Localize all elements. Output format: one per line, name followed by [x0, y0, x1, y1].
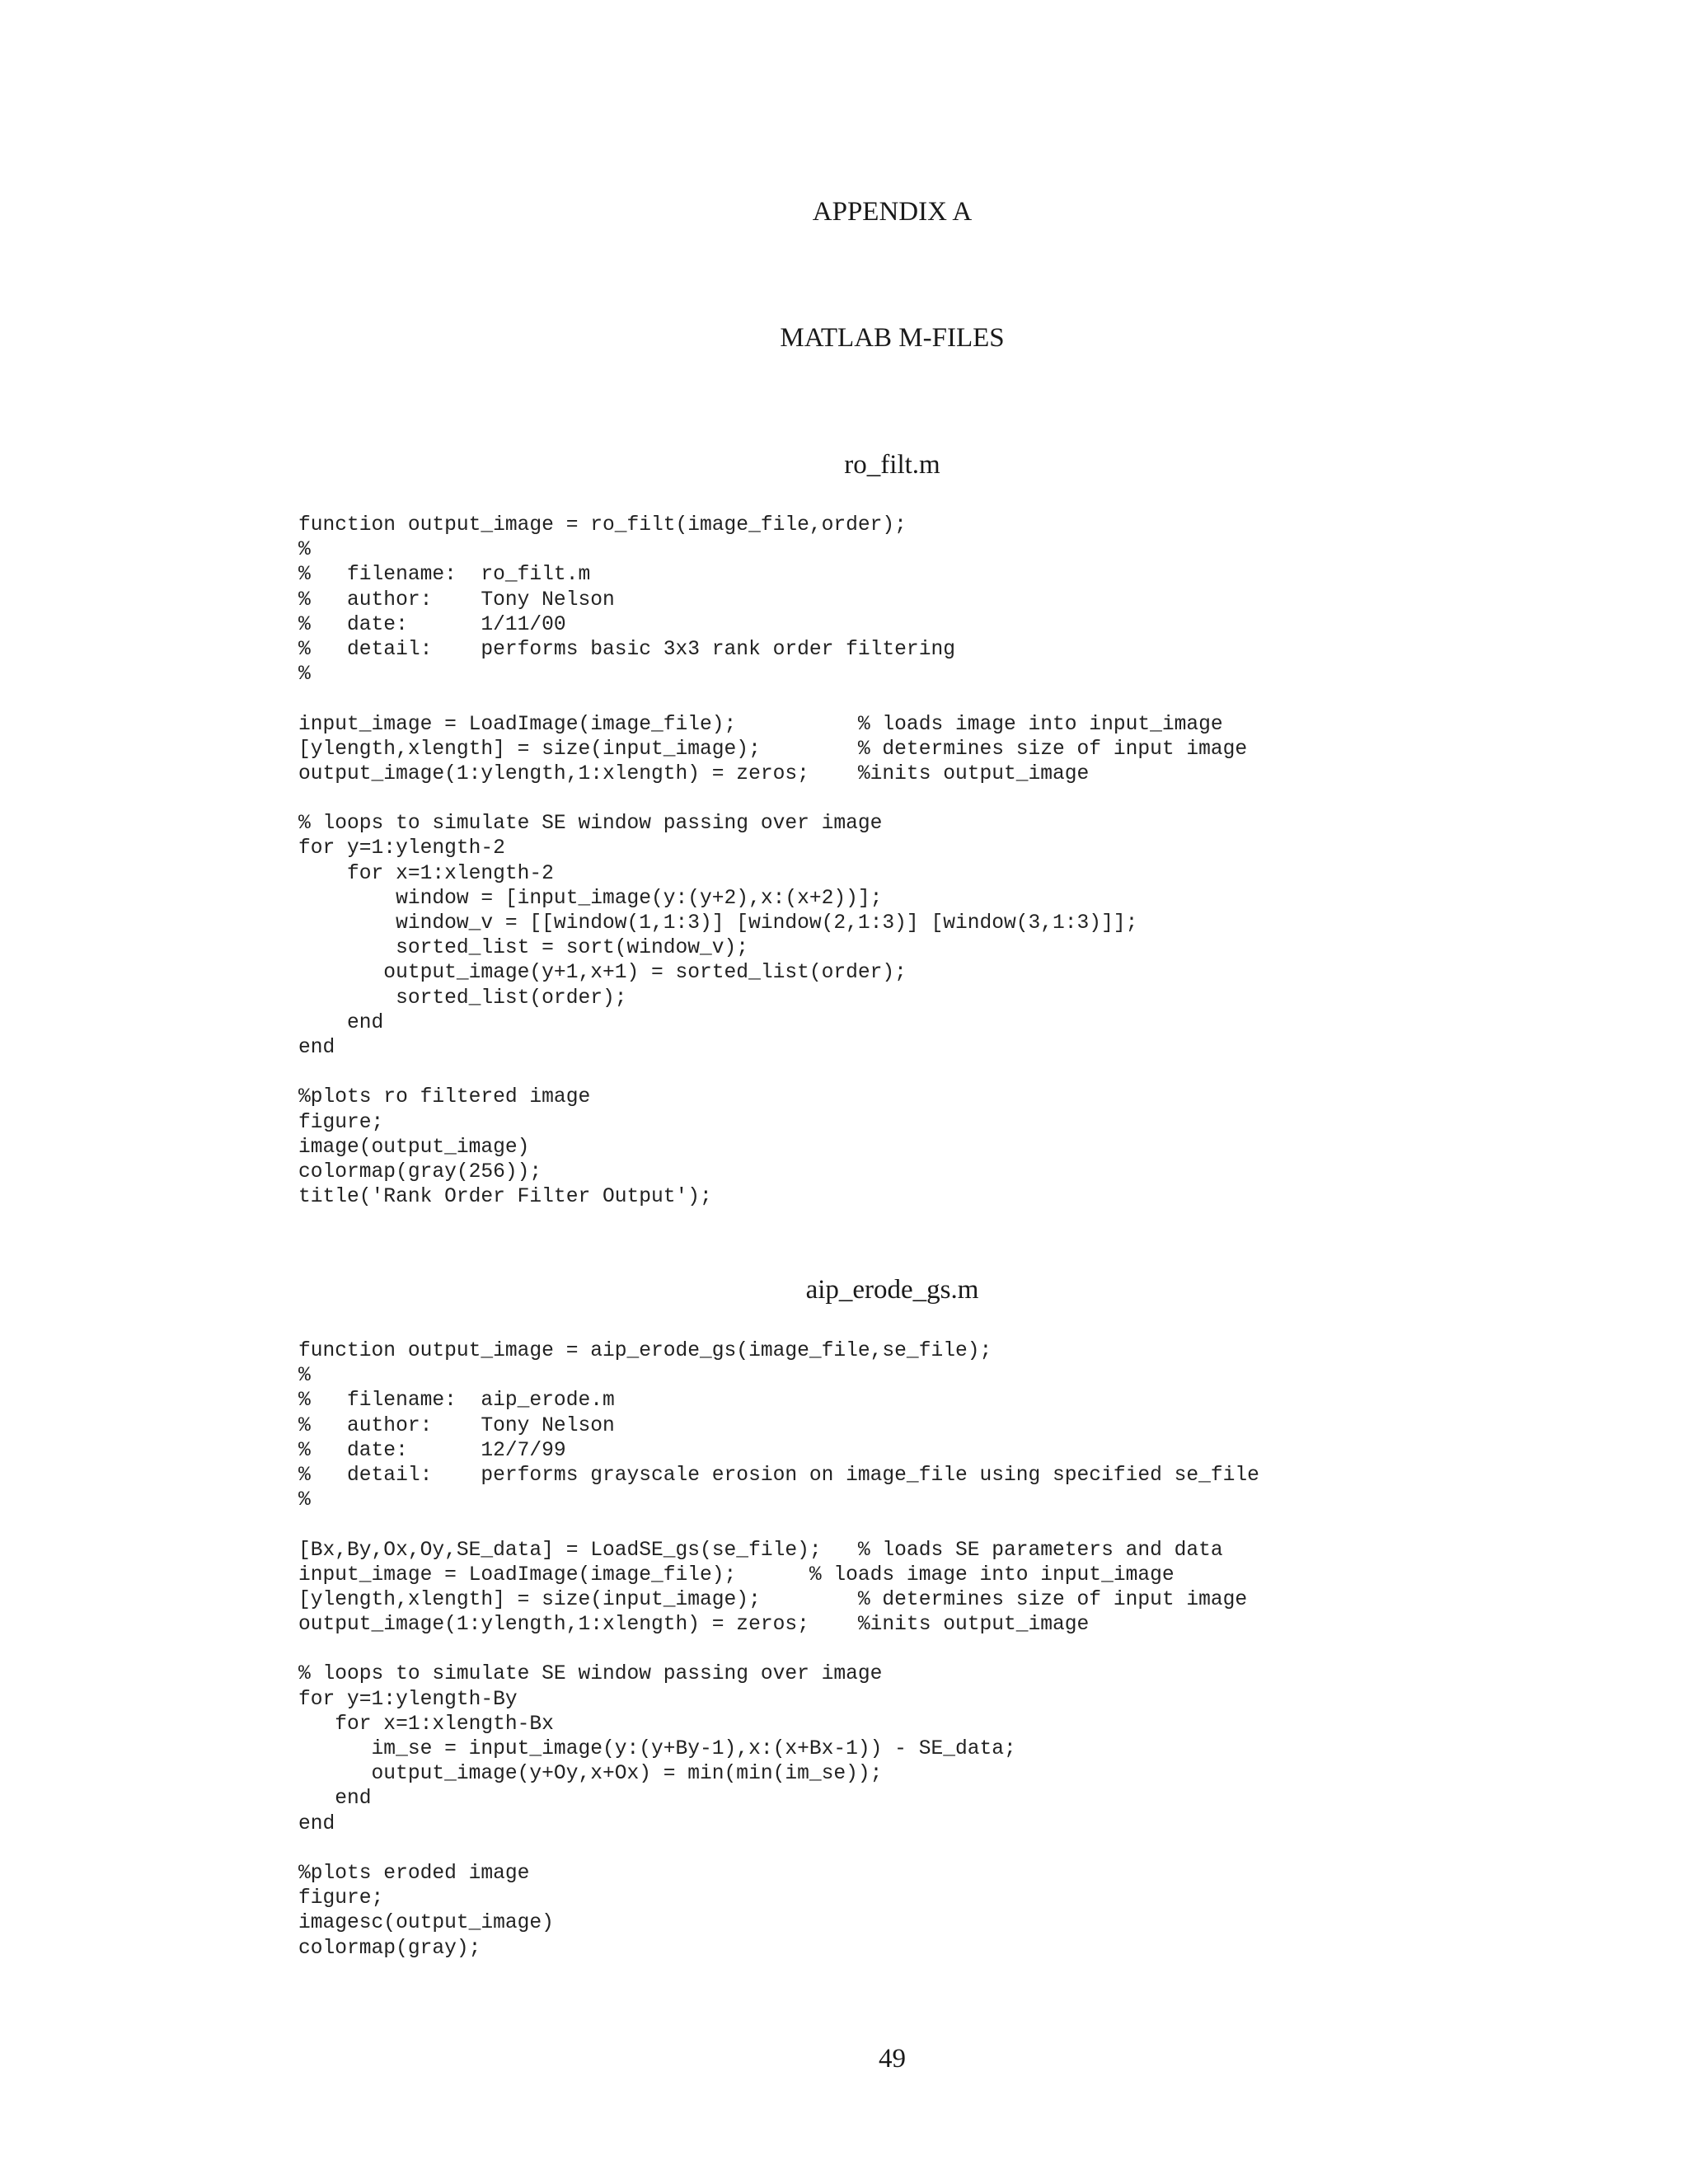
- code-line: % author: Tony Nelson: [298, 588, 615, 612]
- code-line: im_se = input_image(y:(y+By-1),x:(x+Bx-1)) - SE_data;: [298, 1738, 1016, 1760]
- code-line: figure;: [298, 1887, 384, 1910]
- code-line: sorted_list(order);: [298, 987, 627, 1010]
- code-line: window_v = [[window(1,1:3)] [window(2,1:3)] [window(3,1:3)]];: [298, 912, 1138, 935]
- code-block-ro-filt: [298, 513, 1247, 1210]
- code-line: output_image(y+1,x+1) = sorted_list(order);: [298, 962, 907, 985]
- code-line: [298, 1513, 1259, 1538]
- code-line: % filename: ro_filt.m: [298, 564, 591, 587]
- code-line: %: [298, 1489, 311, 1512]
- code-line: sorted_list = sort(window_v);: [298, 937, 749, 960]
- appendix-title: APPENDIX A: [812, 197, 973, 227]
- code-line: for y=1:ylength-By: [298, 1688, 518, 1711]
- code-line: % author: Tony Nelson: [298, 1414, 615, 1437]
- code-line: %plots eroded image: [298, 1862, 530, 1885]
- code-line: [ylength,xlength] = size(input_image); % determines size of input image: [298, 1588, 1248, 1611]
- file-title-aip-erode-gs: aip_erode_gs.m: [805, 1275, 979, 1305]
- code-line: [Bx,By,Ox,Oy,SE_data] = LoadSE_gs(se_file); % loads SE parameters and data: [298, 1539, 1223, 1562]
- file-title-ro-filt: ro_filt.m: [844, 450, 940, 480]
- code-line: %: [298, 663, 311, 687]
- code-line: end: [298, 1812, 335, 1835]
- code-block-aip-erode-gs: [298, 1339, 1259, 1961]
- code-line: [298, 1638, 1259, 1662]
- section-title: MATLAB M-FILES: [780, 323, 1005, 353]
- page-number: 49: [879, 2044, 906, 2074]
- code-line: output_image(1:ylength,1:xlength) = zeros; %inits output_image: [298, 762, 1090, 785]
- code-line: input_image = LoadImage(image_file); % loads image into input_image: [298, 713, 1223, 736]
- code-line: colormap(gray);: [298, 1937, 481, 1960]
- code-line: %plots ro filtered image: [298, 1086, 591, 1109]
- code-line: title('Rank Order Filter Output');: [298, 1186, 712, 1209]
- code-line: end: [298, 1788, 372, 1811]
- code-line: % date: 12/7/99: [298, 1439, 566, 1462]
- code-line: output_image(y+Oy,x+Ox) = min(min(im_se));: [298, 1763, 883, 1786]
- code-line: %: [298, 1365, 311, 1388]
- code-line: imagesc(output_image): [298, 1912, 554, 1935]
- code-line: output_image(1:ylength,1:xlength) = zeros; %inits output_image: [298, 1614, 1090, 1637]
- code-line: % loops to simulate SE window passing over image: [298, 1663, 883, 1686]
- code-line: function output_image = aip_erode_gs(image_file,se_file);: [298, 1340, 992, 1362]
- code-line: [ylength,xlength] = size(input_image); % determines size of input image: [298, 738, 1248, 761]
- code-line: end: [298, 1011, 384, 1034]
- code-line: input_image = LoadImage(image_file); % loads image into input_image: [298, 1563, 1175, 1586]
- code-line: for x=1:xlength-Bx: [298, 1713, 554, 1736]
- code-line: % detail: performs basic 3x3 rank order filtering: [298, 638, 955, 661]
- code-line: %: [298, 539, 311, 562]
- code-line: % loops to simulate SE window passing over image: [298, 813, 883, 836]
- code-line: % filename: aip_erode.m: [298, 1390, 615, 1413]
- code-line: % detail: performs grayscale erosion on image_file using specified se_file: [298, 1464, 1259, 1487]
- code-line: % date: 1/11/00: [298, 613, 566, 636]
- code-line: [298, 1837, 1259, 1862]
- code-line: [298, 787, 1247, 812]
- code-line: window = [input_image(y:(y+2),x:(x+2))];: [298, 887, 883, 910]
- code-line: end: [298, 1036, 335, 1059]
- code-line: [298, 687, 1247, 712]
- code-line: for x=1:xlength-2: [298, 862, 554, 885]
- code-line: function output_image = ro_filt(image_file,order);: [298, 514, 907, 537]
- code-line: for y=1:ylength-2: [298, 837, 505, 860]
- code-line: image(output_image): [298, 1136, 530, 1159]
- code-line: colormap(gray(256));: [298, 1160, 542, 1183]
- code-line: [298, 1061, 1247, 1085]
- code-line: figure;: [298, 1111, 384, 1134]
